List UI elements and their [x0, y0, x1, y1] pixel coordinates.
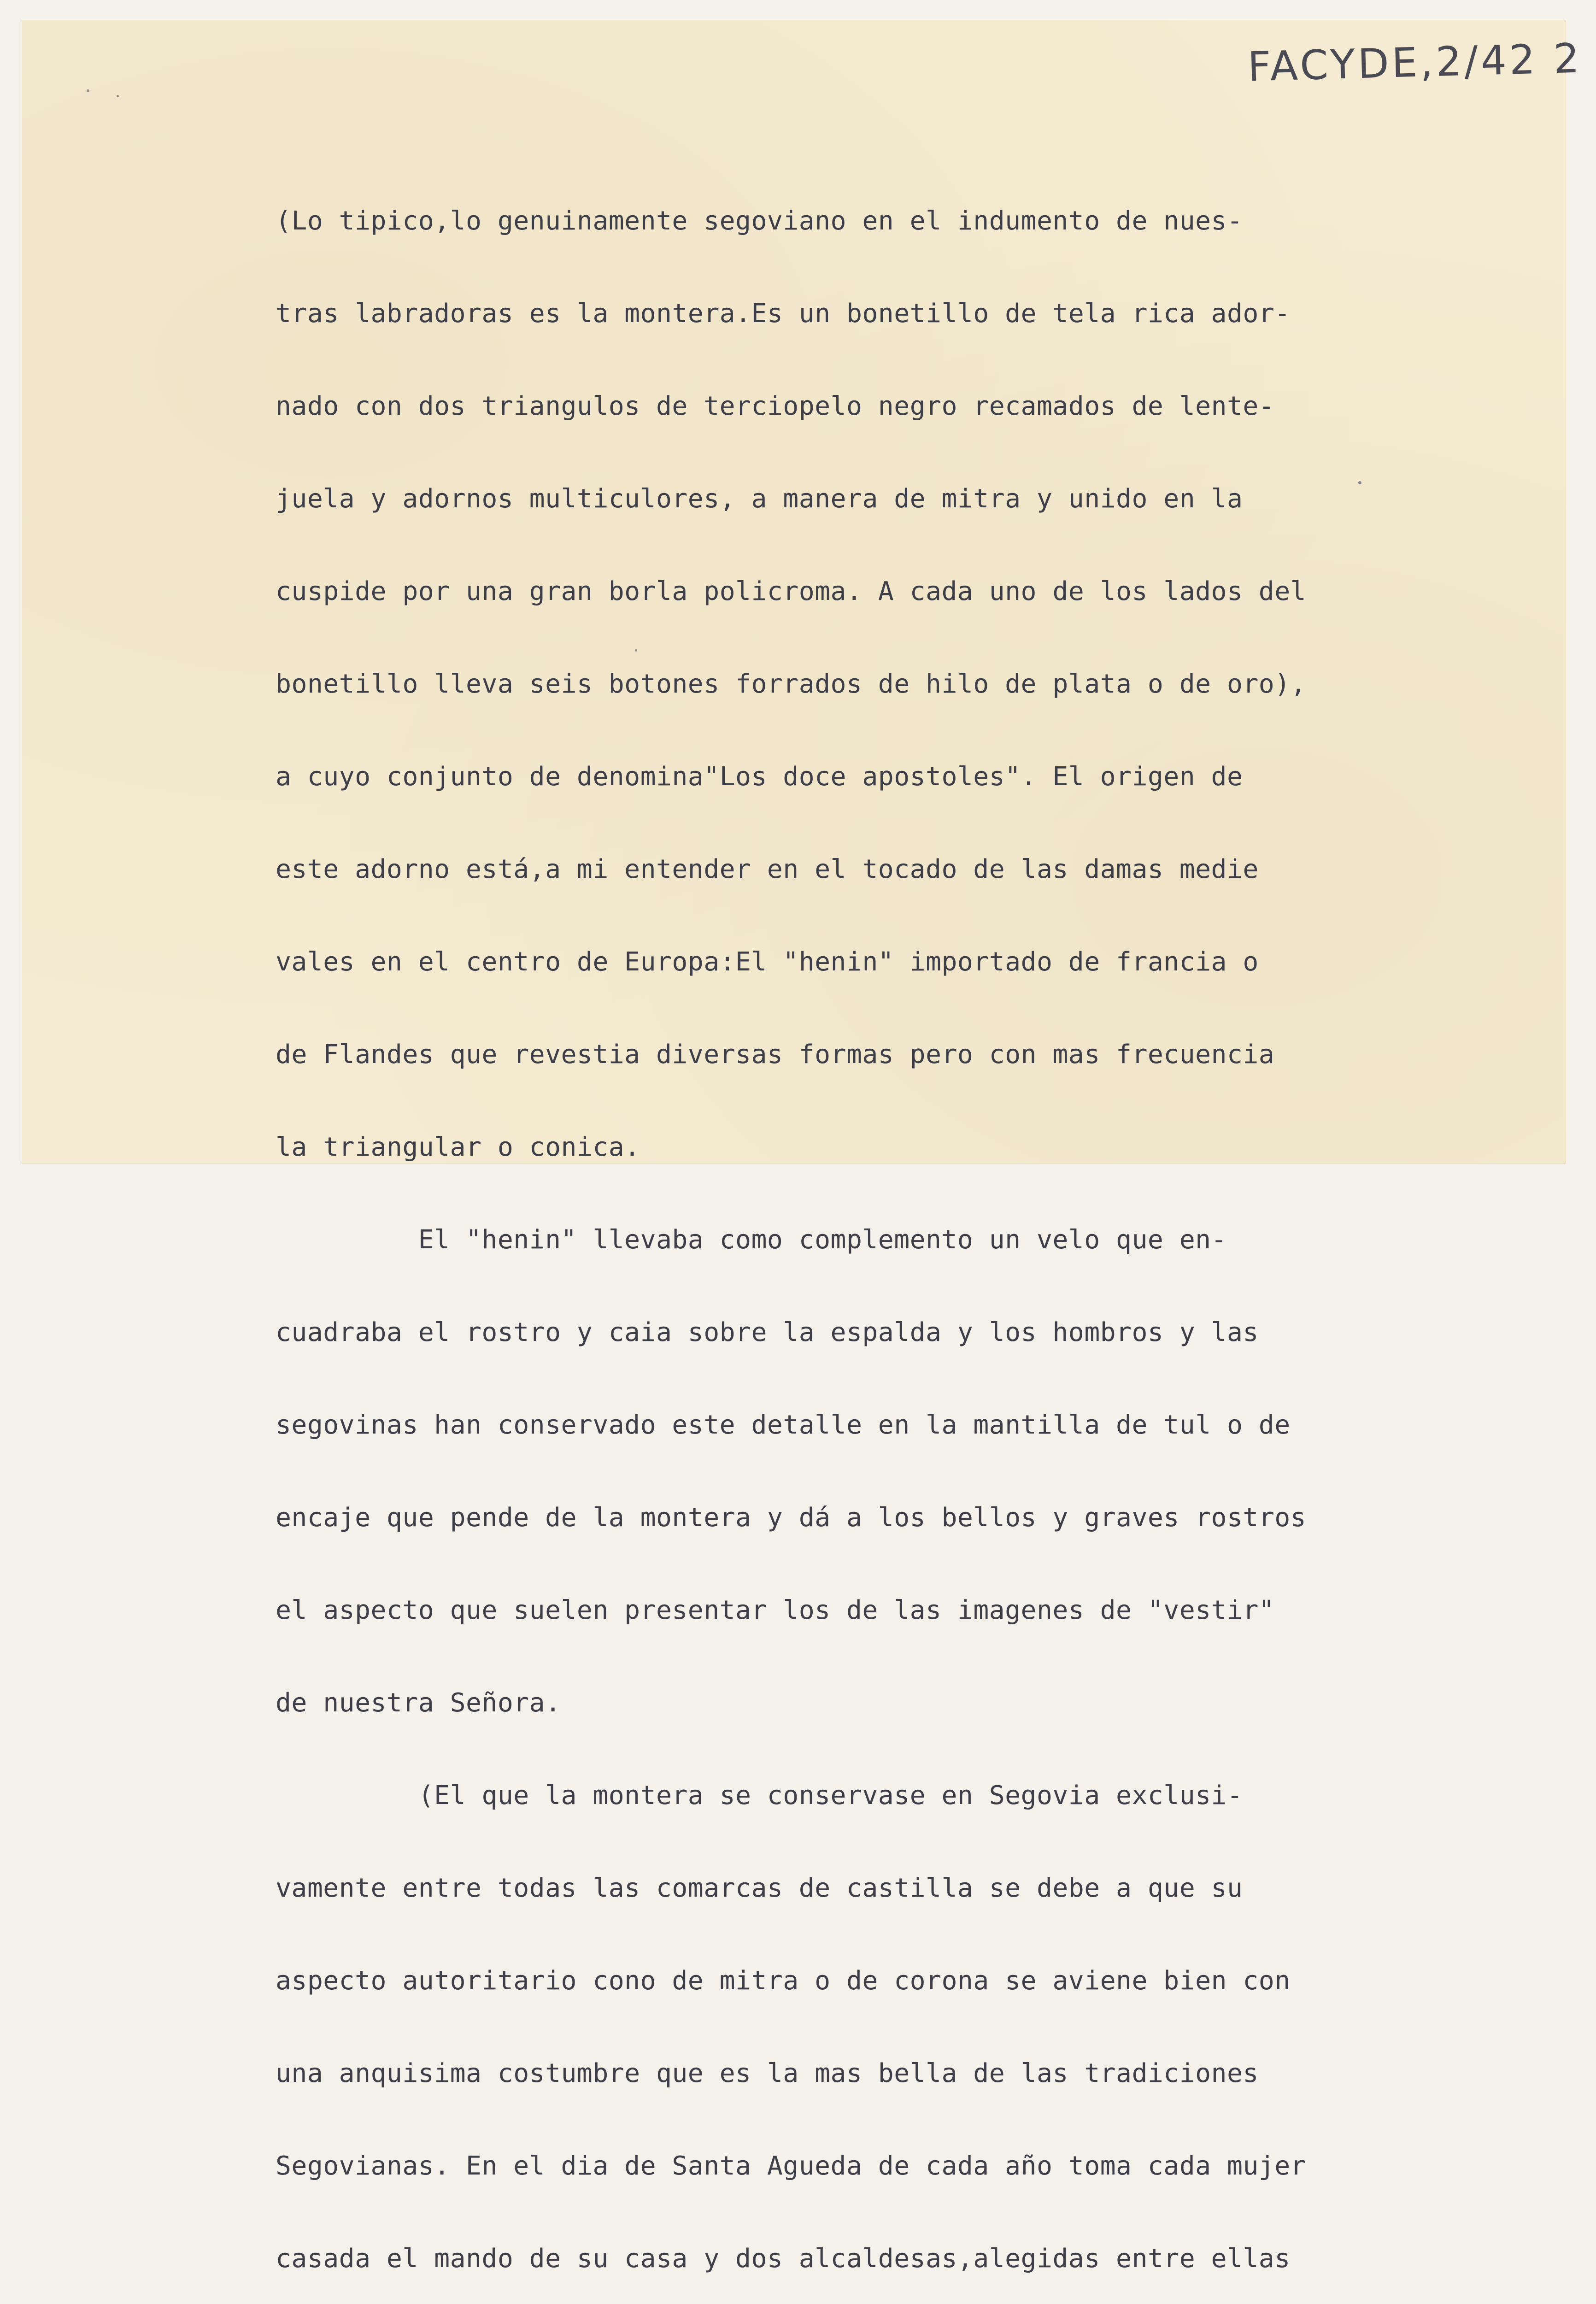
paper-speck [117, 95, 119, 97]
text-line: de Flandes que revestia diversas formas pero con mas frecuencia [276, 1040, 1275, 1070]
text-line: de nuestra Señora. [276, 1688, 561, 1718]
text-line: vamente entre todas las comarcas de castilla se debe a que su [276, 1873, 1243, 1903]
text-line: aspecto autoritario cono de mitra o de corona se aviene bien con [276, 1966, 1291, 1996]
text-line: una anquisima costumbre que es la mas bella de las tradiciones [276, 2058, 1259, 2088]
text-line: (El que la montera se conservase en Segovia exclusi- [276, 1781, 1243, 1810]
text-line: a cuyo conjunto de denomina"Los doce apostoles". El origen de [276, 762, 1243, 792]
text-line: (Lo tipico,lo genuinamente segoviano en el indumento de nues- [276, 206, 1243, 236]
text-line: tras labradoras es la montera.Es un bonetillo de tela rica ador- [276, 299, 1291, 329]
text-line: cuspide por una gran borla policroma. A cada uno de los lados del [276, 576, 1307, 606]
text-line: vales en el centro de Europa:El "henin" importado de francia o [276, 947, 1259, 977]
text-line: el aspecto que suelen presentar los de las imagenes de "vestir" [276, 1595, 1275, 1625]
text-line: juela y adornos multiculores, a manera de mitra y unido en la [276, 484, 1243, 514]
text-line: Segovianas. En el dia de Santa Agueda de cada año toma cada mujer [276, 2151, 1307, 2181]
text-line: segovinas han conservado este detalle en la mantilla de tul o de [276, 1410, 1291, 1440]
text-line: encaje que pende de la montera y dá a los bellos y graves rostros [276, 1503, 1307, 1533]
text-line: bonetillo lleva seis botones forrados de hilo de plata o de oro), [276, 669, 1307, 699]
text-line: la triangular o conica. [276, 1132, 640, 1162]
text-line: nado con dos triangulos de terciopelo negro recamados de lente- [276, 391, 1275, 421]
typed-text-body [276, 144, 1547, 2304]
typewritten-page [22, 20, 1583, 2274]
text-line: este adorno está,a mi entender en el tocado de las damas medie [276, 854, 1259, 884]
paper-speck [87, 89, 89, 92]
archive-shelfmark: FACYDE,2/42 2 [1247, 34, 1583, 91]
text-line: casada el mando de su casa y dos alcaldesas,alegidas entre ellas [276, 2244, 1291, 2274]
text-line: El "henin" llevaba como complemento un velo que en- [276, 1225, 1227, 1255]
text-line: cuadraba el rostro y caia sobre la espalda y los hombros y las [276, 1317, 1259, 1347]
